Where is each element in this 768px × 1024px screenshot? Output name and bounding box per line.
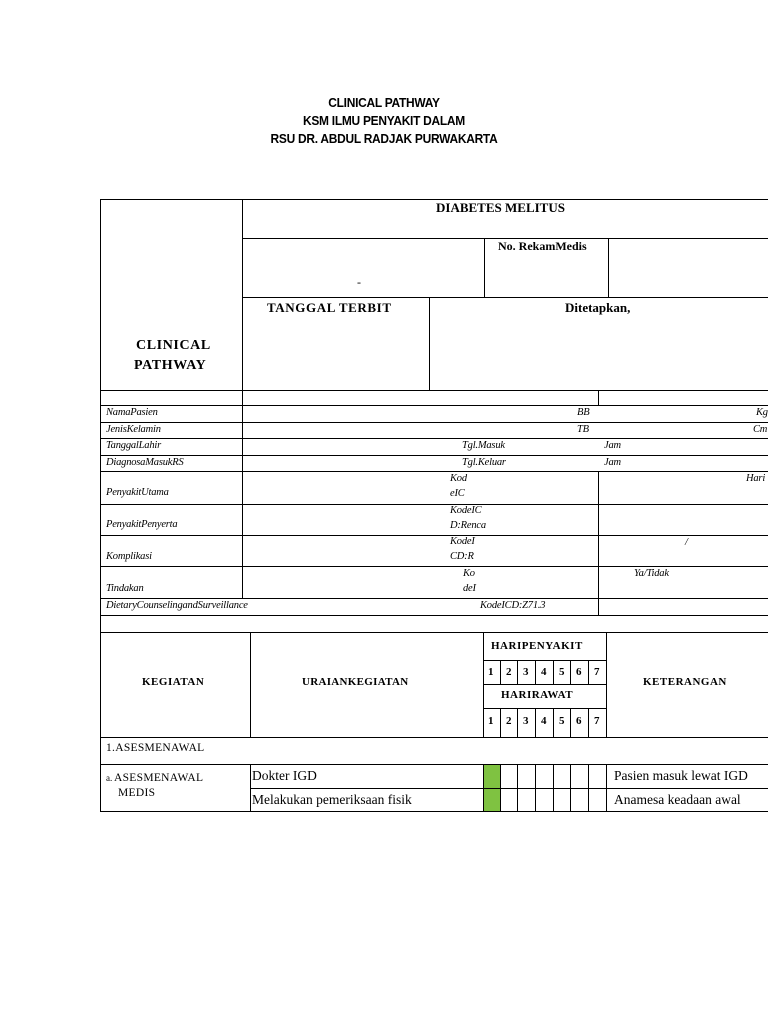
nama-pasien-label: NamaPasien	[106, 407, 158, 418]
row-2-uraian: Melakukan pemeriksaan fisik	[252, 792, 412, 807]
rawat-day-7: 7	[594, 715, 600, 727]
kode-r-2: CD:R	[450, 551, 474, 562]
kode-ko-2: deI	[463, 583, 476, 594]
day-1-mark-row-1	[484, 765, 500, 788]
row-1-uraian: Dokter IGD	[252, 768, 317, 783]
penyakit-day-1: 1	[488, 666, 494, 678]
jam-keluar-label: Jam	[604, 457, 621, 468]
slash: /	[685, 537, 688, 548]
ya-tidak-label: Ya/Tidak	[634, 568, 669, 579]
kegiatan-header: KEGIATAN	[142, 676, 205, 688]
kode-ic-2: eIC	[450, 488, 465, 499]
cm-label: Cm	[753, 424, 768, 435]
kg-label: Kg	[756, 407, 768, 418]
hari-penyakit-header: HARIPENYAKIT	[491, 640, 583, 652]
tanggal-terbit-label: TANGGAL TERBIT	[267, 300, 392, 315]
bb-label: BB	[577, 407, 590, 418]
document-title: DIABETES MELITUS	[436, 200, 565, 215]
rawat-day-6: 6	[576, 715, 582, 727]
hari-label: Hari	[746, 473, 766, 484]
uraian-header: URAIANKEGIATAN	[302, 676, 409, 688]
day-1-mark-row-2	[484, 789, 500, 811]
clinical-pathway-label-2: PATHWAY	[134, 358, 207, 373]
jam-masuk-label: Jam	[604, 440, 621, 451]
header-line-1: CLINICAL PATHWAY	[328, 95, 440, 110]
row-1-keterangan: Pasien masuk lewat IGD	[614, 768, 748, 783]
tanggal-lahir-label: TanggalLahir	[106, 440, 161, 451]
komplikasi-label: Komplikasi	[106, 551, 152, 562]
ditetapkan-label: Ditetapkan,	[565, 300, 631, 315]
row-2-keterangan: Anamesa keadaan awal	[614, 792, 741, 807]
hari-rawat-header: HARIRAWAT	[501, 689, 574, 701]
kode-icd-label: KodeICD:Z71.3	[480, 600, 546, 611]
kode-ko-1: Ko	[463, 568, 475, 579]
kode-renca-2: D:Renca	[450, 520, 486, 531]
rawat-day-2: 2	[506, 715, 512, 727]
kode-ic-1: Kod	[450, 473, 467, 484]
tgl-masuk-label: Tgl.Masuk	[462, 440, 505, 451]
penyakit-utama-label: PenyakitUtama	[106, 487, 169, 498]
rekam-medis-label: No. RekamMedis	[498, 239, 587, 253]
kode-r-1: KodeI	[450, 536, 475, 547]
rawat-day-3: 3	[523, 715, 529, 727]
penyakit-day-2: 2	[506, 666, 512, 678]
item-a-label-2: MEDIS	[118, 787, 156, 799]
dash: -	[357, 275, 361, 289]
penyakit-day-6: 6	[576, 666, 582, 678]
header-line-2: KSM ILMU PENYAKIT DALAM	[302, 113, 465, 128]
diagnosa-label: DiagnosaMasukRS	[106, 457, 184, 468]
penyakit-day-5: 5	[559, 666, 565, 678]
item-a-label-1: ASESMENAWAL	[114, 772, 204, 784]
penyakit-day-3: 3	[523, 666, 529, 678]
dietary-label: DietaryCounselingandSurveillance	[106, 600, 248, 611]
penyakit-day-4: 4	[541, 666, 547, 678]
penyakit-penyerta-label: PenyakitPenyerta	[106, 519, 178, 530]
tb-label: TB	[577, 424, 589, 435]
clinical-pathway-label-1: CLINICAL	[136, 338, 211, 353]
rawat-day-5: 5	[559, 715, 565, 727]
header-line-3: RSU DR. ABDUL RADJAK PURWAKARTA	[270, 131, 498, 146]
keterangan-header: KETERANGAN	[643, 676, 727, 688]
tgl-keluar-label: Tgl.Keluar	[462, 457, 506, 468]
rawat-day-1: 1	[488, 715, 494, 727]
kode-renca-1: KodeIC	[450, 505, 482, 516]
rawat-day-4: 4	[541, 715, 547, 727]
section-asesmen-awal: 1.ASESMENAWAL	[106, 742, 205, 754]
penyakit-day-7: 7	[594, 666, 600, 678]
jenis-kelamin-label: JenisKelamin	[106, 424, 161, 435]
tindakan-label: Tindakan	[106, 583, 144, 594]
item-a-prefix: a.	[106, 773, 113, 783]
